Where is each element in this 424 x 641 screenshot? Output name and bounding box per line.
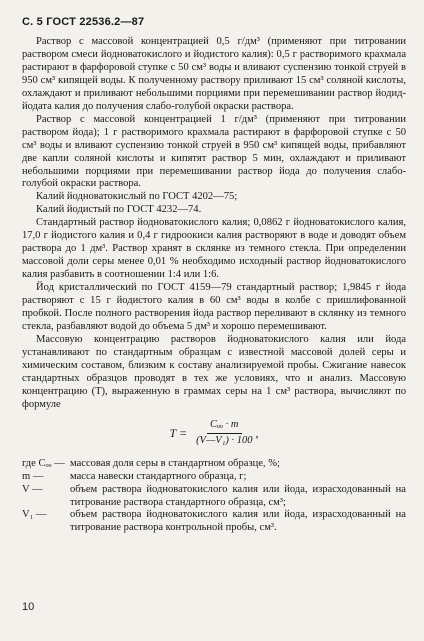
definition-text: объем раствора йодноватокислого калия или йода, израсходованный на титрование раствора контрольной пробы, см³. <box>70 509 406 534</box>
formula-numerator: Cₒₒ · m <box>207 419 241 434</box>
paragraph-potassium-iodate: Калий йодноватокислый по ГОСТ 4202—75; <box>36 191 238 203</box>
definition-symbol: V — <box>22 483 43 495</box>
page-header: С. 5 ГОСТ 22536.2—87 <box>22 16 145 28</box>
definition-symbol: V₁ — <box>22 509 47 521</box>
document-body <box>22 36 406 535</box>
paragraph-iodine: Йод кристаллический по ГОСТ 4159—79 стандартный раствор; 1,9845 г йода растворяют с 15 г йодистого калия в 60 см³ воды в колбе с пришлифованной пробкой. После полного растворения йода раствор переливают в склянку из темного стекла, разбавляют водой до объема 5 дм³ и хорошо перемешивают. <box>22 282 406 332</box>
paragraph-starch-05: Раствор с массовой концентрацией 0,5 г/дм³ (применяют при титровании раствором смеси йодноватокислого и йодистого калия): 0,5 г растворимого крахмала растирают в фарфоровой ступке с 50 см³ воды и вливают суспензию тонкой струей в 950 см³ кипящей воды. К полученному раствору приливают 15 см³ соляной кислоты, охлаждают и приливают небольшими порциями при перемешивании раствор йодид-йодата калия до получения слабо-голубой окраски раствора. <box>22 36 406 112</box>
page-number: 10 <box>22 601 35 613</box>
definition-symbol: m — <box>22 470 44 482</box>
definition-item <box>22 484 406 510</box>
formula-fraction <box>193 419 255 448</box>
definition-text: массовая доля серы в стандартном образце, %; <box>70 457 280 469</box>
formula-T <box>22 412 406 456</box>
formula-lhs: T = <box>169 426 188 441</box>
definition-item <box>22 471 406 484</box>
definition-item <box>22 458 406 471</box>
formula-tail: , <box>255 426 259 441</box>
definition-text: масса навески стандартного образца, г; <box>70 470 247 482</box>
definition-text: объем раствора йодноватокислого калия или йода, израсходованный на титрование раствора стандартного образца, см³; <box>70 483 406 508</box>
formula-denominator: (V—V₁) · 100 <box>196 435 253 447</box>
paragraph-potassium-iodide: Калий йодистый по ГОСТ 4232—74. <box>36 204 202 216</box>
paragraph-mass-concentration: Массовую концентрацию растворов йодноватокислого калия или йода устанавливают по стандартным образцам с известной массовой долей серы и химическим составом, близким к составу анализируемой пробы. Сжигание навесок стандартных образцов проводят в тех же условиях, что и анализ. Массовую концентрацию (T), выраженную в граммах серы на 1 см³ раствора, вычисляют по формуле <box>22 333 406 410</box>
paragraph-standard-solution: Стандартный раствор йодноватокислого калия; 0,0862 г йодноватокислого калия, 17,0 г йодистого калия и 0,4 г гидроокиси калия растворяют в воде и доводят объем раствора до 1 дм³. Раствор хранят в склянке из темного стекла. При определении массовой доли серы менее 0,01 % необходимо исходный раствор йодноватокислого калия разбавить в соотношении 1:4 или 1:6. <box>22 217 406 281</box>
definitions-list <box>22 458 406 536</box>
definition-symbol: где Cₒₒ — <box>22 457 65 469</box>
definition-item <box>22 509 406 535</box>
paragraph-starch-1: Раствор с массовой концентрацией 1 г/дм³ (применяют при титровании раствором йода); 1 г растворимого крахмала растирают в фарфоровой ступке с 50 см³ воды и вливают суспензию тонкой струей в 950 см³ кипящей воды, прибавляют две капли соляной кислоты и кипятят раствор 5 мин, охлаждают и приливают небольшими порциями при перемешивании раствор йода до получения слабо-голубой окраски раствора. <box>22 113 406 190</box>
